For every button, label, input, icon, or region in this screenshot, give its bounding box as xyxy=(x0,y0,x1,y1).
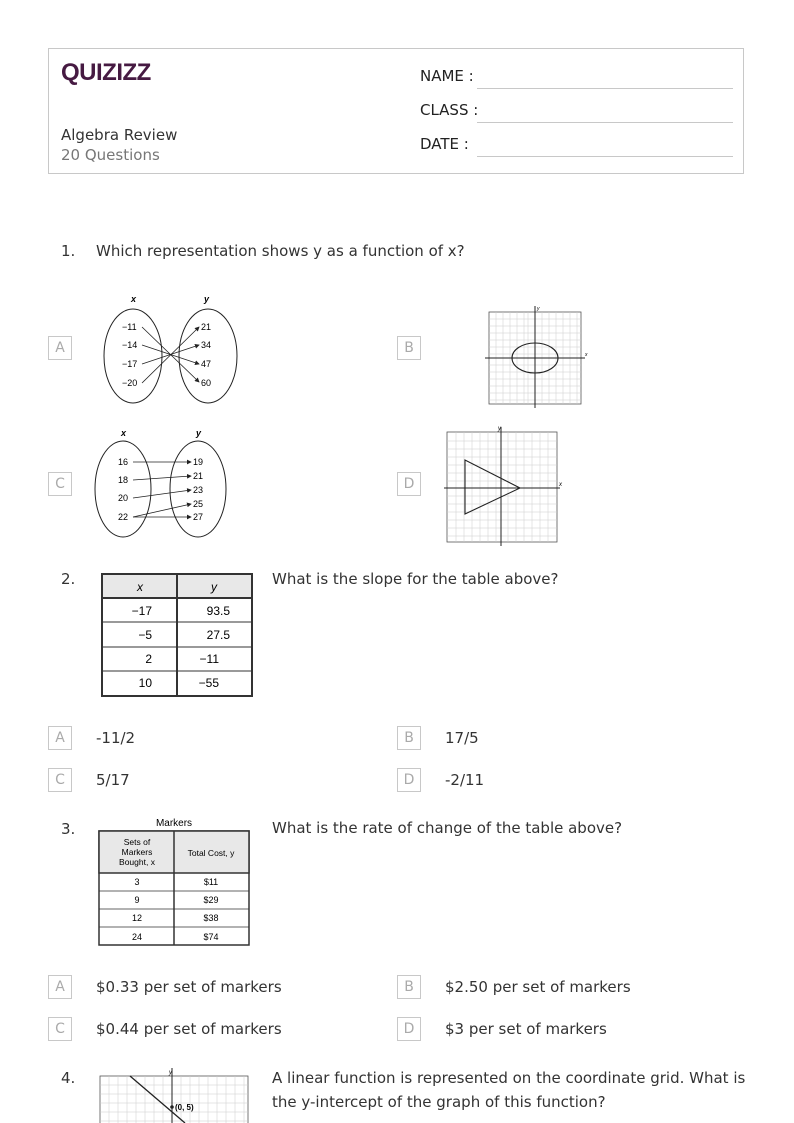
table-header-x: x xyxy=(137,580,143,594)
question-text: What is the rate of change of the table above? xyxy=(272,819,623,837)
option-letter-d[interactable]: D xyxy=(397,472,421,496)
mapping-c-output: 23 xyxy=(193,485,204,495)
class-field[interactable] xyxy=(420,101,733,123)
option-text[interactable]: $3 per set of markers xyxy=(445,1020,607,1038)
mapping-a-x-label: x xyxy=(131,294,137,304)
option-letter-c[interactable]: C xyxy=(48,472,72,496)
intercept-point-label: (0, 5) xyxy=(175,1103,194,1112)
class-line[interactable] xyxy=(477,122,733,123)
question-number: 4. xyxy=(61,1069,76,1087)
mapping-a-input: −17 xyxy=(122,359,138,369)
quizizz-logo: QUIZIZZ xyxy=(61,59,151,86)
option-text[interactable]: $0.33 per set of markers xyxy=(96,978,282,996)
graph-d-x-label: x xyxy=(559,482,562,488)
question-text: What is the slope for the table above? xyxy=(272,570,559,588)
table-cell: 9 xyxy=(134,895,140,905)
table-cell: $74 xyxy=(203,932,219,942)
mapping-a-input: −14 xyxy=(122,340,138,350)
table-cell: 24 xyxy=(131,932,143,942)
graph-q4-y-label: y xyxy=(169,1070,172,1076)
option-letter-c[interactable]: C xyxy=(48,1017,72,1041)
option-text[interactable]: $0.44 per set of markers xyxy=(96,1020,282,1038)
table-cell: $11 xyxy=(203,877,219,887)
mapping-diagram-c[interactable] xyxy=(92,428,232,540)
graph-b-x-label: x xyxy=(585,352,588,358)
name-field[interactable] xyxy=(420,67,733,89)
ellipse-graph-b[interactable] xyxy=(484,304,590,408)
option-letter-b[interactable]: B xyxy=(397,336,421,360)
table-header-line: Total Cost, y xyxy=(187,848,235,858)
graph-d-y-label: y xyxy=(498,426,501,432)
worksheet-title: Algebra Review xyxy=(61,126,178,144)
mapping-c-y-label: y xyxy=(196,428,202,438)
mapping-c-input: 22 xyxy=(118,512,129,522)
table-cell: $29 xyxy=(203,895,219,905)
mapping-c-input: 18 xyxy=(118,475,129,485)
option-letter-d[interactable]: D xyxy=(397,1017,421,1041)
option-letter-b[interactable]: B xyxy=(397,726,421,750)
mapping-c-output: 19 xyxy=(193,457,204,467)
option-letter-c[interactable]: C xyxy=(48,768,72,792)
table-header-line: Bought, x xyxy=(119,857,155,867)
mapping-c-input: 20 xyxy=(118,493,129,503)
date-field[interactable] xyxy=(420,135,733,157)
mapping-a-y-label: y xyxy=(204,294,210,304)
linear-function-graph xyxy=(97,1066,251,1123)
question-text: the y-intercept of the graph of this function? xyxy=(272,1093,606,1111)
table-header-y: y xyxy=(211,580,217,594)
mapping-c-output: 21 xyxy=(193,471,204,481)
mapping-c-x-label: x xyxy=(121,428,127,438)
option-text[interactable]: 5/17 xyxy=(96,771,130,789)
mapping-c-output: 25 xyxy=(193,499,204,509)
table-cell: −5 xyxy=(138,628,152,642)
table-cell: 10 xyxy=(138,676,152,690)
name-label: NAME : xyxy=(420,67,474,85)
table-header-line: Markers xyxy=(121,847,153,857)
question-number: 2. xyxy=(61,570,76,588)
table-cell: 93.5 xyxy=(206,604,230,618)
date-line[interactable] xyxy=(477,156,733,157)
mapping-a-output: 60 xyxy=(201,378,212,388)
question-text: A linear function is represented on the coordinate grid. What is xyxy=(272,1069,746,1087)
mapping-a-output: 47 xyxy=(201,359,212,369)
mapping-a-input: −20 xyxy=(122,378,138,388)
mapping-c-input: 16 xyxy=(118,457,129,467)
option-text[interactable]: -2/11 xyxy=(445,771,485,789)
table-cell: −17 xyxy=(131,604,152,618)
date-label: DATE : xyxy=(420,135,469,153)
option-text[interactable]: -11/2 xyxy=(96,729,136,747)
option-letter-a[interactable]: A xyxy=(48,975,72,999)
table-cell: $38 xyxy=(203,913,219,923)
mapping-a-output: 21 xyxy=(201,322,212,332)
question-number: 3. xyxy=(61,820,76,838)
table-cell: 3 xyxy=(134,877,140,887)
option-letter-a[interactable]: A xyxy=(48,336,72,360)
table-cell: 2 xyxy=(145,652,152,666)
worksheet-header xyxy=(48,48,744,174)
class-label: CLASS : xyxy=(420,101,479,119)
table-cell: −55 xyxy=(198,676,219,690)
option-text[interactable]: $2.50 per set of markers xyxy=(445,978,631,996)
question-number: 1. xyxy=(61,242,76,260)
triangle-graph-d[interactable] xyxy=(444,424,566,546)
mapping-diagram-a[interactable] xyxy=(96,290,246,406)
option-letter-d[interactable]: D xyxy=(397,768,421,792)
question-text: Which representation shows y as a function of x? xyxy=(96,242,465,260)
xy-table xyxy=(100,572,254,698)
option-letter-a[interactable]: A xyxy=(48,726,72,750)
option-text[interactable]: 17/5 xyxy=(445,729,479,747)
markers-table xyxy=(97,814,253,948)
name-line[interactable] xyxy=(477,88,733,89)
graph-b-y-label: y xyxy=(537,306,540,312)
option-letter-b[interactable]: B xyxy=(397,975,421,999)
question-count: 20 Questions xyxy=(61,146,160,164)
mapping-a-output: 34 xyxy=(201,340,212,350)
mapping-a-input: −11 xyxy=(122,322,137,332)
table-cell: 27.5 xyxy=(206,628,230,642)
table-cell: 12 xyxy=(131,913,143,923)
table-header-line: Sets of xyxy=(123,837,151,847)
mapping-c-output: 27 xyxy=(193,512,204,522)
table-cell: −11 xyxy=(199,652,219,666)
table-caption: Markers xyxy=(155,818,193,829)
